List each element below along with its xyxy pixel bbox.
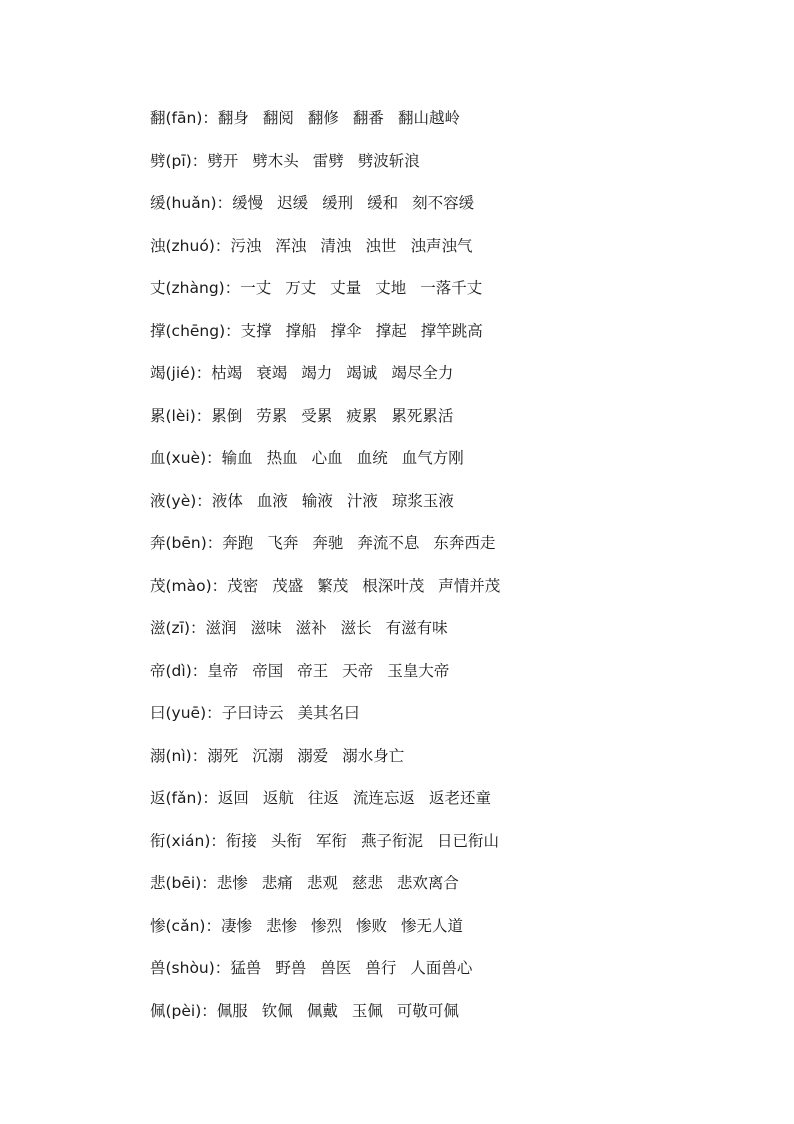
example-word: 撑船 [285, 321, 317, 340]
example-word: 清浊 [320, 236, 352, 255]
example-word: 翻番 [352, 109, 384, 127]
example-word: 玉皇大帝 [387, 661, 450, 680]
vocabulary-entry [150, 529, 750, 572]
example-word: 撑起 [375, 321, 407, 340]
character-pinyin-heading: 佩(pèi)： [150, 1001, 217, 1020]
example-word: 劈波斩浪 [357, 151, 420, 170]
example-word: 输液 [301, 491, 333, 510]
example-word: 返老还童 [428, 789, 491, 807]
example-word: 支撑 [240, 321, 272, 340]
example-word: 悲观 [306, 874, 338, 892]
example-word: 累死累活 [391, 406, 454, 425]
example-word: 沉溺 [252, 746, 284, 765]
example-word: 琼浆玉液 [391, 491, 454, 510]
example-word: 丈地 [375, 279, 407, 297]
example-word: 受累 [301, 406, 333, 425]
character-pinyin-heading: 帝(dì)： [150, 661, 208, 680]
character-pinyin-heading: 丈(zhàng)： [150, 279, 241, 297]
vocabulary-entry [150, 742, 750, 785]
example-word: 翻山越岭 [397, 109, 460, 127]
example-word: 迟缓 [277, 194, 309, 212]
example-word: 往返 [307, 789, 339, 807]
character-pinyin-heading: 液(yè)： [150, 491, 212, 510]
example-word: 皇帝 [207, 661, 239, 680]
example-word: 一落千丈 [420, 279, 483, 297]
example-word: 雷劈 [312, 151, 344, 170]
example-word: 奔流不息 [357, 534, 420, 552]
vocabulary-entry [150, 487, 750, 530]
character-pinyin-heading: 累(lèi)： [150, 406, 212, 425]
example-word: 茂盛 [272, 576, 304, 595]
example-word: 心血 [311, 449, 343, 467]
example-word: 钦佩 [261, 1001, 293, 1020]
example-word: 悲惨 [265, 916, 297, 935]
character-pinyin-heading: 劈(pī)： [150, 151, 208, 170]
example-word: 翻身 [217, 109, 249, 127]
example-word: 滋长 [340, 619, 372, 637]
vocabulary-entry [150, 147, 750, 190]
example-word: 竭尽全力 [391, 364, 454, 382]
example-word: 惨败 [356, 916, 388, 935]
character-pinyin-heading: 曰(yuē)： [150, 704, 222, 722]
example-word: 帝王 [297, 661, 329, 680]
example-word: 翻修 [307, 109, 339, 127]
example-word: 竭力 [301, 364, 333, 382]
example-word: 热血 [266, 449, 298, 467]
example-word: 翻阅 [262, 109, 294, 127]
example-word: 声情并茂 [438, 576, 501, 595]
example-word: 飞奔 [267, 534, 299, 552]
example-word: 可敬可佩 [396, 1001, 459, 1020]
example-word: 输血 [221, 449, 253, 467]
example-word: 兽行 [365, 959, 397, 977]
vocabulary-entry [150, 954, 750, 997]
vocabulary-entry [150, 699, 750, 742]
example-word: 溺死 [207, 746, 239, 765]
example-word: 累倒 [211, 406, 243, 425]
example-word: 液体 [211, 491, 243, 510]
example-word: 滋味 [250, 619, 282, 637]
example-word: 悲惨 [216, 874, 248, 892]
example-word: 溺水身亡 [342, 746, 405, 765]
character-pinyin-heading: 兽(shòu)： [150, 959, 231, 977]
character-pinyin-heading: 竭(jié)： [150, 364, 212, 382]
example-word: 悲痛 [261, 874, 293, 892]
example-word: 猛兽 [230, 959, 262, 977]
vocabulary-entry [150, 572, 750, 615]
example-word: 疲累 [346, 406, 378, 425]
example-word: 凄惨 [220, 916, 252, 935]
example-word: 天帝 [342, 661, 374, 680]
example-word: 惨烈 [310, 916, 342, 935]
character-pinyin-heading: 浊(zhuó)： [150, 236, 231, 255]
example-word: 缓和 [367, 194, 399, 212]
example-word: 污浊 [230, 236, 262, 255]
example-word: 万丈 [285, 279, 317, 297]
example-word: 茂密 [227, 576, 259, 595]
vocabulary-entry [150, 317, 750, 360]
example-word: 一丈 [240, 279, 272, 297]
example-word: 玉佩 [351, 1001, 383, 1020]
character-pinyin-heading: 缓(huǎn)： [150, 194, 233, 212]
example-word: 奔跑 [222, 534, 254, 552]
example-word: 枯竭 [211, 364, 243, 382]
vocabulary-entry [150, 869, 750, 912]
example-word: 血统 [356, 449, 388, 467]
character-pinyin-heading: 撑(chēng)： [150, 321, 241, 340]
example-word: 野兽 [275, 959, 307, 977]
vocabulary-entry [150, 827, 750, 870]
vocabulary-entry [150, 359, 750, 402]
character-pinyin-heading: 溺(nì)： [150, 746, 208, 765]
vocabulary-entry [150, 784, 750, 827]
character-pinyin-heading: 血(xuè)： [150, 449, 222, 467]
vocabulary-list [150, 104, 750, 1039]
example-word: 返回 [217, 789, 249, 807]
example-word: 劈开 [207, 151, 239, 170]
vocabulary-entry [150, 657, 750, 700]
example-word: 劈木头 [252, 151, 299, 170]
example-word: 慈悲 [351, 874, 383, 892]
example-word: 缓慢 [232, 194, 264, 212]
vocabulary-entry [150, 402, 750, 445]
example-word: 丈量 [330, 279, 362, 297]
example-word: 兽医 [320, 959, 352, 977]
example-word: 燕子衔泥 [360, 831, 423, 850]
example-word: 繁茂 [317, 576, 349, 595]
example-word: 奔驰 [312, 534, 344, 552]
example-word: 汁液 [346, 491, 378, 510]
example-word: 溺爱 [297, 746, 329, 765]
example-word: 日已衔山 [436, 831, 499, 850]
vocabulary-entry [150, 104, 750, 147]
vocabulary-entry [150, 614, 750, 657]
vocabulary-entry [150, 274, 750, 317]
example-word: 浊世 [365, 236, 397, 255]
example-word: 劳累 [256, 406, 288, 425]
example-word: 佩戴 [306, 1001, 338, 1020]
example-word: 撑伞 [330, 321, 362, 340]
example-word: 衔接 [225, 831, 257, 850]
character-pinyin-heading: 奔(bēn)： [150, 534, 223, 552]
example-word: 滋润 [205, 619, 237, 637]
example-word: 佩服 [216, 1001, 248, 1020]
character-pinyin-heading: 返(fǎn)： [150, 789, 218, 807]
example-word: 悲欢离合 [396, 874, 459, 892]
vocabulary-entry [150, 189, 750, 232]
vocabulary-entry [150, 232, 750, 275]
example-word: 帝国 [252, 661, 284, 680]
vocabulary-entry [150, 997, 750, 1040]
example-word: 衰竭 [256, 364, 288, 382]
example-word: 血气方刚 [401, 449, 464, 467]
character-pinyin-heading: 滋(zī)： [150, 619, 206, 637]
example-word: 有滋有味 [385, 619, 448, 637]
example-word: 头衔 [270, 831, 302, 850]
example-word: 刻不容缓 [412, 194, 475, 212]
character-pinyin-heading: 衔(xián)： [150, 831, 226, 850]
character-pinyin-heading: 悲(bēi)： [150, 874, 217, 892]
example-word: 东奔西走 [433, 534, 496, 552]
example-word: 流连忘返 [352, 789, 415, 807]
example-word: 浑浊 [275, 236, 307, 255]
example-word: 滋补 [295, 619, 327, 637]
character-pinyin-heading: 翻(fān)： [150, 109, 218, 127]
example-word: 美其名曰 [297, 704, 360, 722]
example-word: 军衔 [315, 831, 347, 850]
example-word: 返航 [262, 789, 294, 807]
vocabulary-entry [150, 444, 750, 487]
example-word: 人面兽心 [410, 959, 473, 977]
example-word: 子曰诗云 [221, 704, 284, 722]
example-word: 撑竿跳高 [420, 321, 483, 340]
example-word: 血液 [256, 491, 288, 510]
example-word: 缓刑 [322, 194, 354, 212]
character-pinyin-heading: 茂(mào)： [150, 576, 228, 595]
example-word: 根深叶茂 [362, 576, 425, 595]
example-word: 竭诚 [346, 364, 378, 382]
vocabulary-entry [150, 912, 750, 955]
example-word: 惨无人道 [401, 916, 464, 935]
example-word: 浊声浊气 [410, 236, 473, 255]
character-pinyin-heading: 惨(cǎn)： [150, 916, 221, 935]
